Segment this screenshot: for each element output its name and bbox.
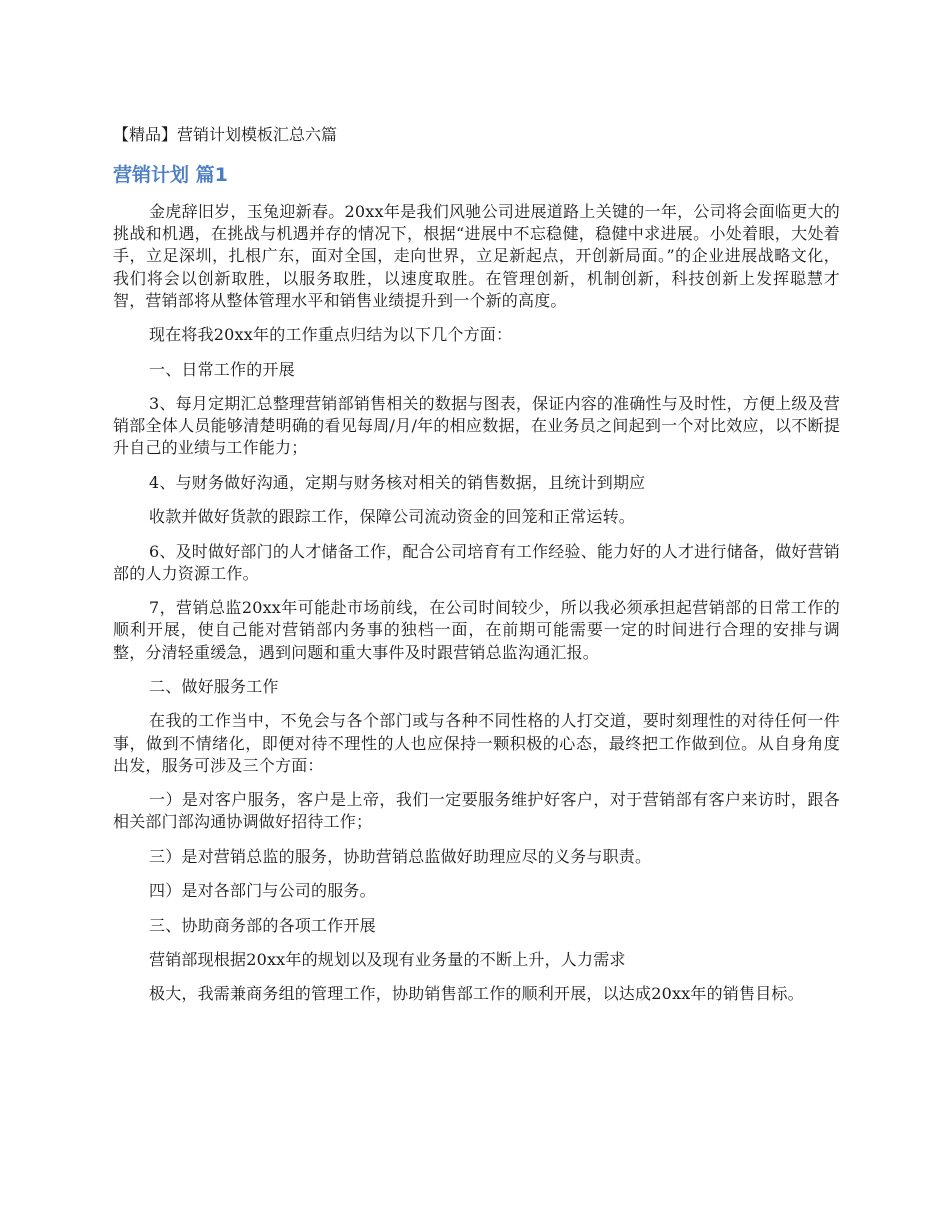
section-heading: 营销计划 篇1 (113, 164, 228, 186)
paragraph-service-director: 三）是对营销总监的服务，协助营销总监做好助理应尽的义务与职责。 (149, 846, 652, 866)
paragraph-service-customers: 一）是对客户服务，客户是上帝，我们一定要服务维护好客户，对于营销部有客户来访时，跟各相关部门部沟通协调做好招待工作； (113, 790, 840, 832)
paragraph-staffing-continued: 极大，我需兼商务组的管理工作，协助销售部工作的顺利开展，以达成20xx年的销售目标。 (149, 984, 804, 1004)
paragraph-item-4-continued: 收款并做好货款的跟踪工作，保障公司流动资金的回笼和正常运转。 (149, 507, 636, 527)
subheading-service-work: 二、做好服务工作 (149, 676, 279, 696)
document-body (113, 123, 840, 1018)
paragraph-item-7: 7，营销总监20xx年可能赴市场前线，在公司时间较少，所以我必须承担起营销部的日常工作的顺利开展，使自己能对营销部内务事的独档一面，在前期可能需要一定的时间进行合理的安排与调整，分清轻重缓急，遇到问题和重大事件及时跟营销总监沟通汇报。 (113, 598, 840, 662)
paragraph-summary: 现在将我20xx年的工作重点归结为以下几个方面： (149, 325, 513, 345)
paragraph-service-intro: 在我的工作当中，不免会与各个部门或与各种不同性格的人打交道，要时刻理性的对待任何一件事，做到不情绪化，即便对待不理性的人也应保持一颗积极的心态，最终把工作做到位。从自身角度出发，服务可涉及三个方面： (113, 711, 840, 775)
subheading-business-support: 三、协助商务部的各项工作开展 (149, 915, 376, 935)
paragraph-service-departments: 四）是对各部门与公司的服务。 (149, 881, 376, 901)
subheading-daily-work: 一、日常工作的开展 (149, 359, 295, 379)
paragraph-intro: 金虎辞旧岁，玉兔迎新春。20xx年是我们风驰公司进展道路上关键的一年，公司将会面临更大的挑战和机遇，在挑战与机遇并存的情况下，根据“进展中不忘稳健，稳健中求进展。小处着眼，大处着手，立足深圳，扎根广东，面对全国，走向世界，立足新起点，开创新局面。”的企业进展战略文化，我们将会以创新取胜，以服务取胜，以速度取胜。在管理创新，机制创新，科技创新上发挥聪慧才智，营销部将从整体管理水平和销售业绩提升到一个新的高度。 (113, 202, 840, 310)
paragraph-staffing: 营销部现根据20xx年的规划以及现有业务量的不断上升，人力需求 (149, 949, 626, 969)
paragraph-item-4: 4、与财务做好沟通，定期与财务核对相关的销售数据，且统计到期应 (149, 472, 646, 492)
paragraph-item-3: 3、每月定期汇总整理营销部销售相关的数据与图表，保证内容的准确性与及时性，方便上级及营销部全体人员能够清楚明确的看见每周/月/年的相应数据，在业务员之间起到一个对比效应，以不断提升自己的业绩与工作能力； (113, 393, 840, 458)
document-title: 【精品】营销计划模板汇总六篇 (113, 125, 338, 144)
paragraph-list (113, 201, 840, 1006)
paragraph-item-6: 6、及时做好部门的人才储备工作，配合公司培育有工作经验、能力好的人才进行储备，做好营销部的人力资源工作。 (113, 541, 840, 583)
